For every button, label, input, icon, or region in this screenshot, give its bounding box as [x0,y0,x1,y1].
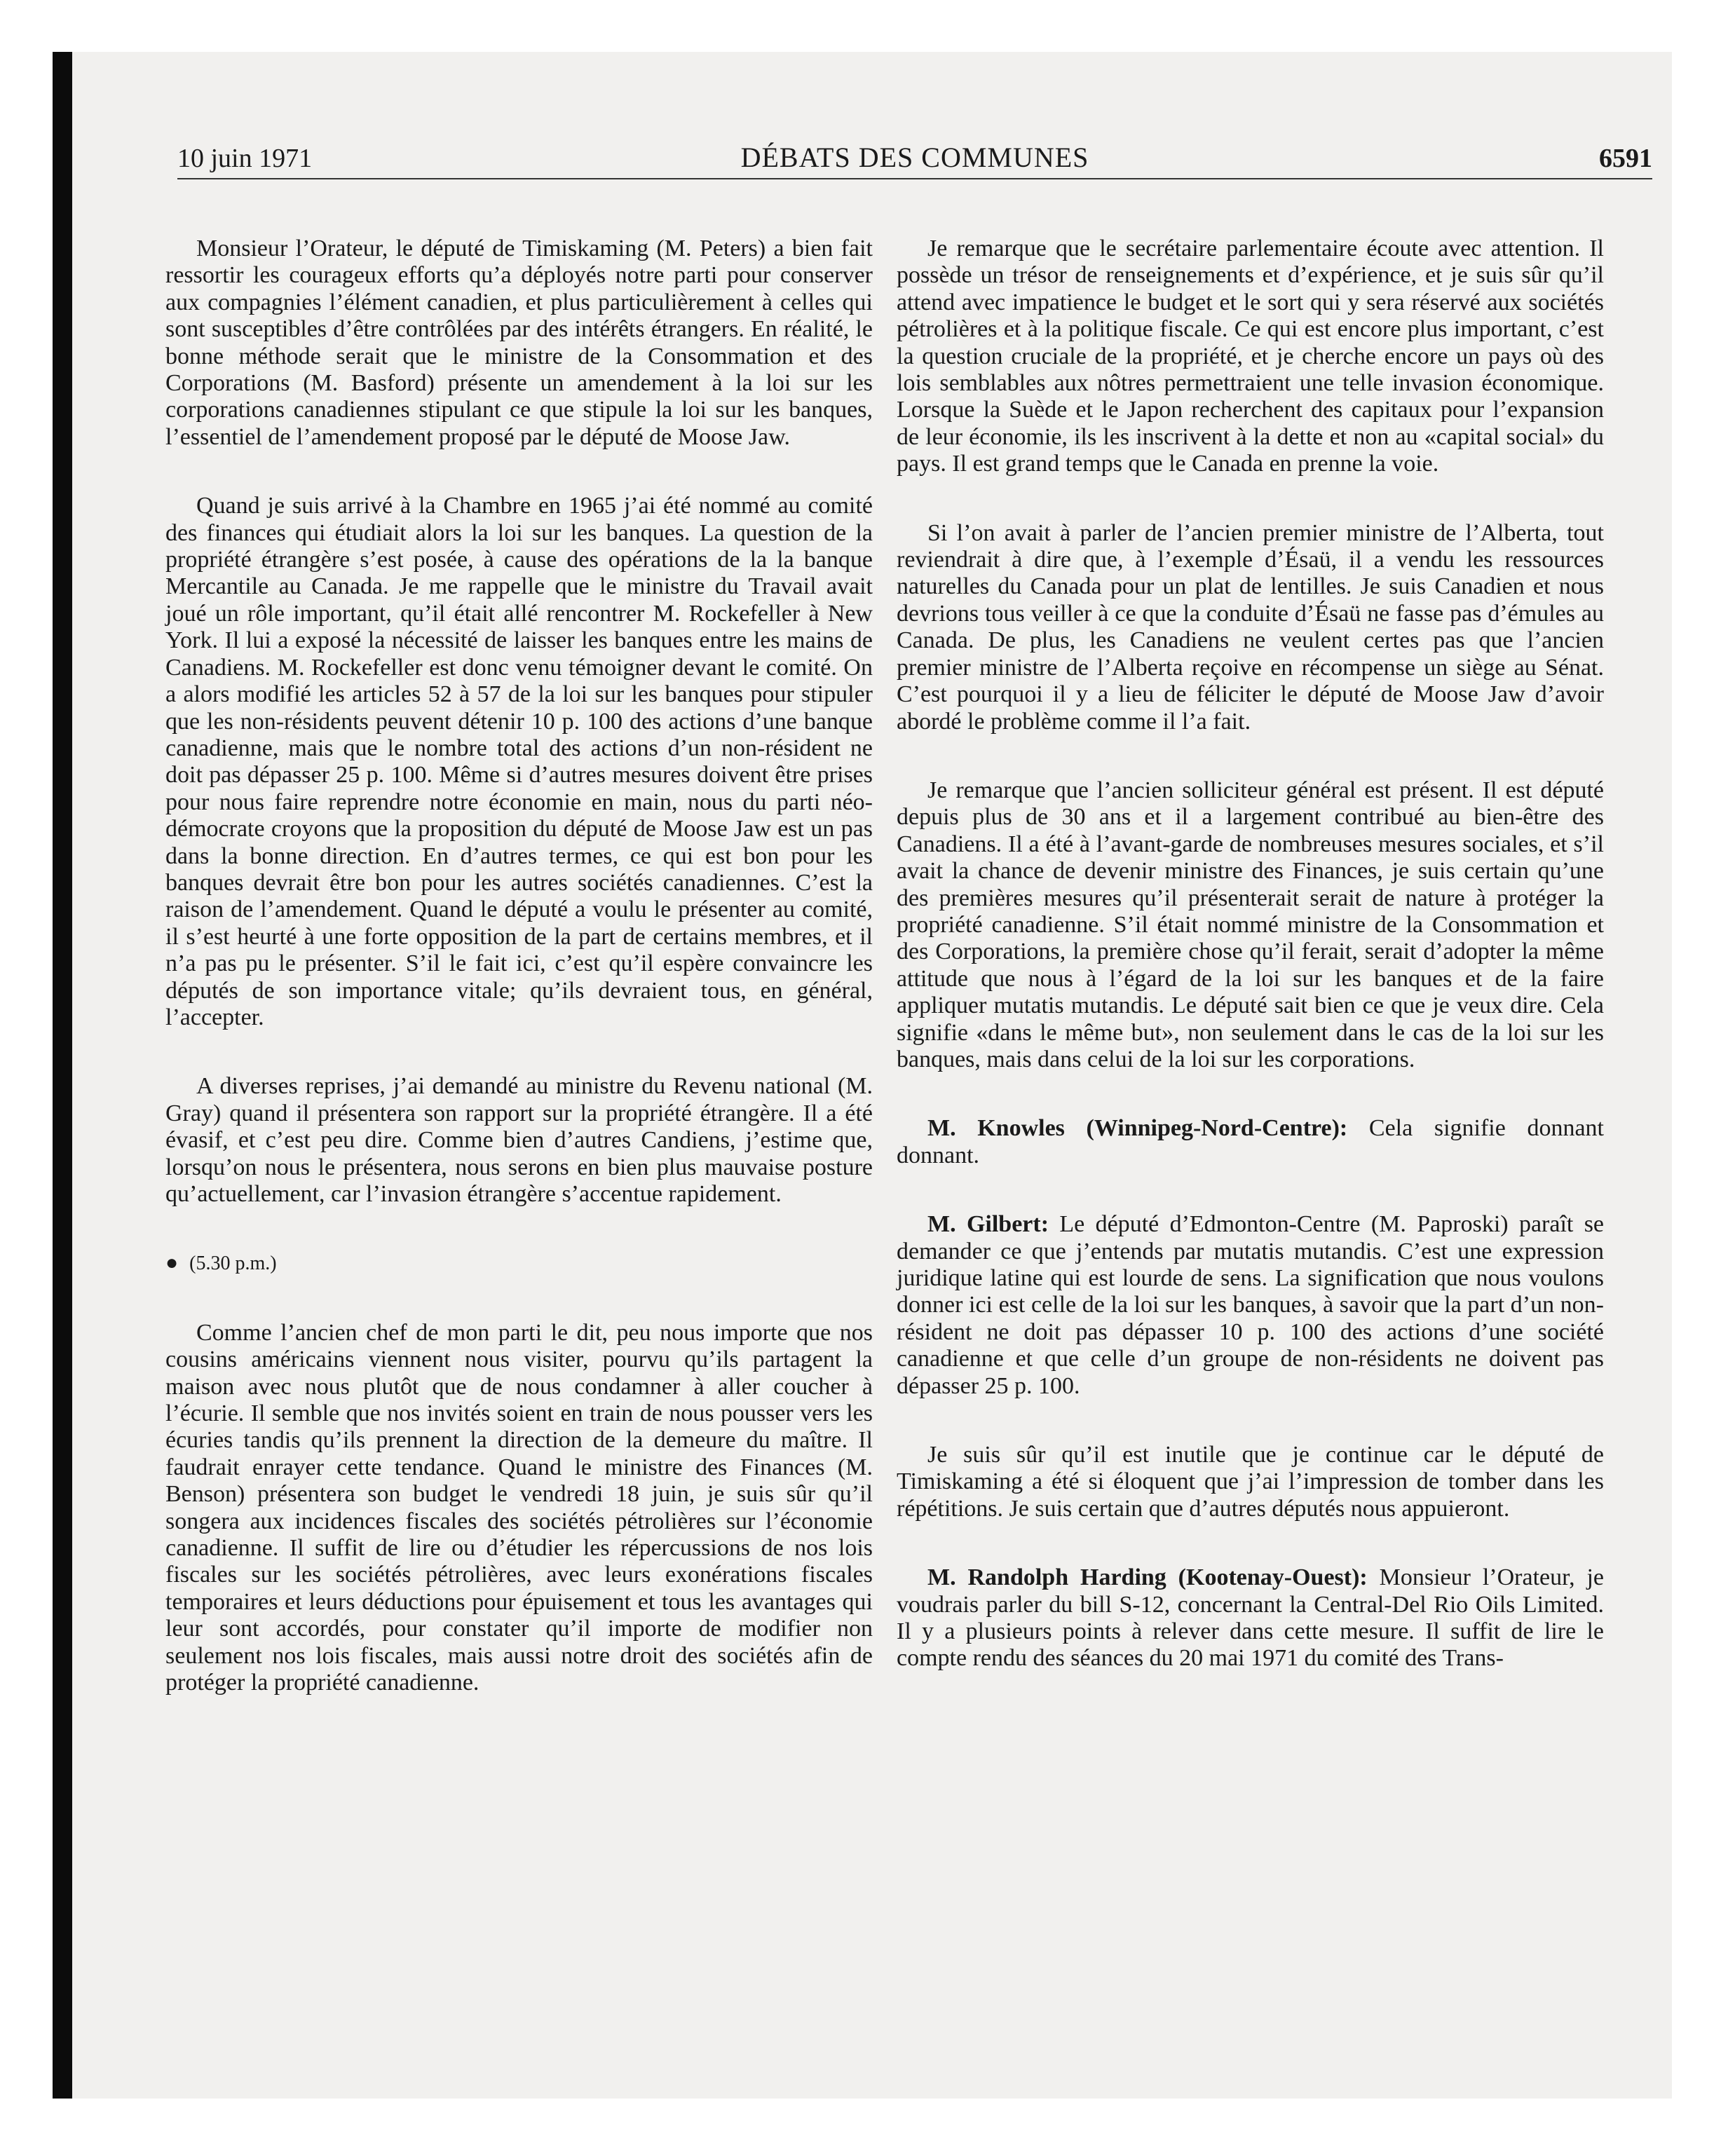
scanned-page [53,52,1672,2099]
paragraph: Je suis sûr qu’il est inutile que je continue car le député de Timiskaming a été si éloquent que j’ai l’impression de tomber dans les répétitions. Je suis certain que d’autres députés nous appuieront. [897,1442,1604,1522]
speaker-name: M. Gilbert: [927,1211,1049,1238]
speech-text: Cela signifie donnant donnant. [897,1115,1604,1168]
page-number: 6591 [1599,144,1652,173]
speaker-name: M. Randolph Harding (Kootenay-Ouest): [927,1564,1368,1591]
time-marker [165,1250,873,1277]
right-column [897,236,1604,1714]
paragraph: Si l’on avait à parler de l’ancien premier ministre de l’Alberta, tout reviendrait à dire que, à l’exemple d’Ésaü, il a vendu les ressources naturelles du Canada pour un plat de lentilles. Je suis Canadien et nous devrions tous veiller à ce que la conduite d’Ésaü ne fasse pas d’émules au Canada. De plus, les Canadiens ne veulent certes pas que l’ancien premier ministre de l’Alberta reçoive en récompense un siège au Sénat. C’est pourquoi il y a lieu de féliciter le député de Moose Jaw d’avoir abordé le problème comme il l’a fait. [897,519,1604,735]
binding-edge [53,52,72,2099]
bullet-icon: ● [165,1251,179,1275]
speech-text: Le député d’Edmonton-Centre (M. Paproski) paraît se demander ce que j’entends par mutatis mutandis. C’est une expression juridique latine qui est lourde de sens. La signification que nous voulons donner ici est celle de la loi sur les banques, à savoir que la part d’un non-résident ne doit pas dépasser 10 p. 100 des actions d’une société canadienne et que celle d’un groupe de non-résidents ne doivent pas dépasser 25 p. 100. [897,1211,1605,1399]
paragraph: Monsieur l’Orateur, le député de Timiskaming (M. Peters) a bien fait ressortir les courageux efforts qu’a déployés notre parti pour conserver aux compagnies l’élément canadien, et plus particulièrement à celles qui sont susceptibles d’être contrôlées par des intérêts étrangers. En réalité, le bonne méthode serait que le ministre de la Consommation et des Corporations (M. Basford) présente un amendement à la loi sur les corporations canadiennes stipulant ce que stipule la loi sur les banques, l’essentiel de l’amendement proposé par le député de Moose Jaw. [165,236,873,450]
paragraph: Je remarque que le secrétaire parlementaire écoute avec attention. Il possède un trésor de renseignements et d’expérience, et je suis sûr qu’il attend avec impatience le budget et le sort qui y sera réservé aux sociétés pétrolières et à la politique fiscale. Ce qui est encore plus important, c’est la question cruciale de la propriété, et je cherche encore un pays où des lois semblables aux nôtres permettraient une telle invasion économique. Lorsque la Suède et le Japon recherchent des capitaux pour l’expansion de leur économie, ils les inscrivent à la dette et non au «capital social» du pays. Il est grand temps que le Canada en prenne la voie. [897,236,1604,477]
page-header [177,137,1652,179]
header-date: 10 juin 1971 [177,144,313,173]
speech-text: Monsieur l’Orateur, je voudrais parler du bill S-12, concernant la Central-Del Rio Oils Limited. Il y a plusieurs points à relever dans cette mesure. Il suffit de lire le compte rendu des séances du 20 mai 1971 du comité des Trans- [897,1564,1605,1672]
left-column [165,236,873,1739]
speech-harding [897,1564,1604,1672]
speaker-name: M. Knowles (Winnipeg-Nord-Centre): [927,1115,1348,1142]
time-marker-text: (5.30 p.m.) [189,1253,277,1275]
paragraph: A diverses reprises, j’ai demandé au ministre du Revenu national (M. Gray) quand il présentera son rapport sur la propriété étrangère. Il a été évasif, et c’est peu dire. Comme bien d’autres Candiens, j’estime que, lorsqu’on nous le présentera, nous serons en bien plus mauvaise posture qu’actuellement, car l’invasion étrangère s’accentue rapidement. [165,1073,873,1207]
paragraph: Comme l’ancien chef de mon parti le dit, peu nous importe que nos cousins américains viennent nous visiter, pourvu qu’ils partagent la maison avec nous plutôt que de nous condamner à aller coucher à l’écurie. Il semble que nos invités soient en train de nous pousser vers les écuries tandis qu’ils prennent la direction de la demeure du maître. Il faudrait enrayer cette tendance. Quand le ministre des Finances (M. Benson) présentera son budget le vendredi 18 juin, je suis sûr qu’il songera aux incidences fiscales des sociétés pétrolières sur l’économie canadienne. Il suffit de lire ou d’étudier les répercussions de nos lois fiscales sur les sociétés pétrolières, avec leurs exonérations fiscales temporaires et leurs déductions pour épuisement et tous les avantages qui leur sont accordés, pour constater qu’il importe de modifier non seulement nos lois fiscales, mais aussi notre droit des sociétés afin de protéger la propriété canadienne. [165,1319,873,1696]
speech-knowles [897,1115,1604,1169]
paragraph: Quand je suis arrivé à la Chambre en 1965 j’ai été nommé au comité des finances qui étudiait alors la loi sur les banques. La question de la propriété étrangère s’est posée, à cause des opérations de la la banque Mercantile au Canada. Je me rappelle que le ministre du Travail avait joué un rôle important, qu’il était allé rencontrer M. Rockefeller à New York. Il lui a exposé la nécessité de laisser les banques entre les mains de Canadiens. M. Rockefeller est donc venu témoigner devant le comité. On a alors modifié les articles 52 à 57 de la loi sur les banques pour stipuler que les non-résidents peuvent détenir 10 p. 100 des actions d’une banque canadienne, mais que le nombre total des actions d’un non-résident ne doit pas dépasser 25 p. 100. Même si d’autres mesures doivent être prises pour nous faire reprendre notre économie en main, nous du parti néo-démocrate croyons que la proposition du député de Moose Jaw est un pas dans la bonne direction. En d’autres termes, ce qui est bon pour les banques devrait être bon pour les autres sociétés canadiennes. C’est la raison de l’amendement. Quand le député a voulu le présenter au comité, il s’est heurté à une forte opposition de la part de certains membres, et il n’a pas pu le présenter. S’il le fait ici, c’est qu’il espère convaincre les députés de son importance vitale; qu’ils devraient tous, en général, l’accepter. [165,493,873,1030]
header-title: DÉBATS DES COMMUNES [740,142,1089,173]
paragraph: Je remarque que l’ancien solliciteur général est présent. Il est député depuis plus de 30 ans et il a largement contribué au bien-être des Canadiens. Il a été à l’avant-garde de nombreuses mesures sociales, et s’il avait la chance de devenir ministre des Finances, je suis certain qu’une des premières mesures qu’il présenterait serait de nature à protéger la propriété canadienne. S’il était nommé ministre de la Consommation et des Corporations, la première chose qu’il ferait, serait d’adopter la même attitude que nous à l’égard de la loi sur les banques et de la faire appliquer mutatis mutandis. Le député sait bien ce que je veux dire. Cela signifie «dans le même but», non seulement dans le cas de la loi sur les banques, mais dans celui de la loi sur les corporations. [897,777,1604,1072]
speech-gilbert [897,1211,1604,1400]
